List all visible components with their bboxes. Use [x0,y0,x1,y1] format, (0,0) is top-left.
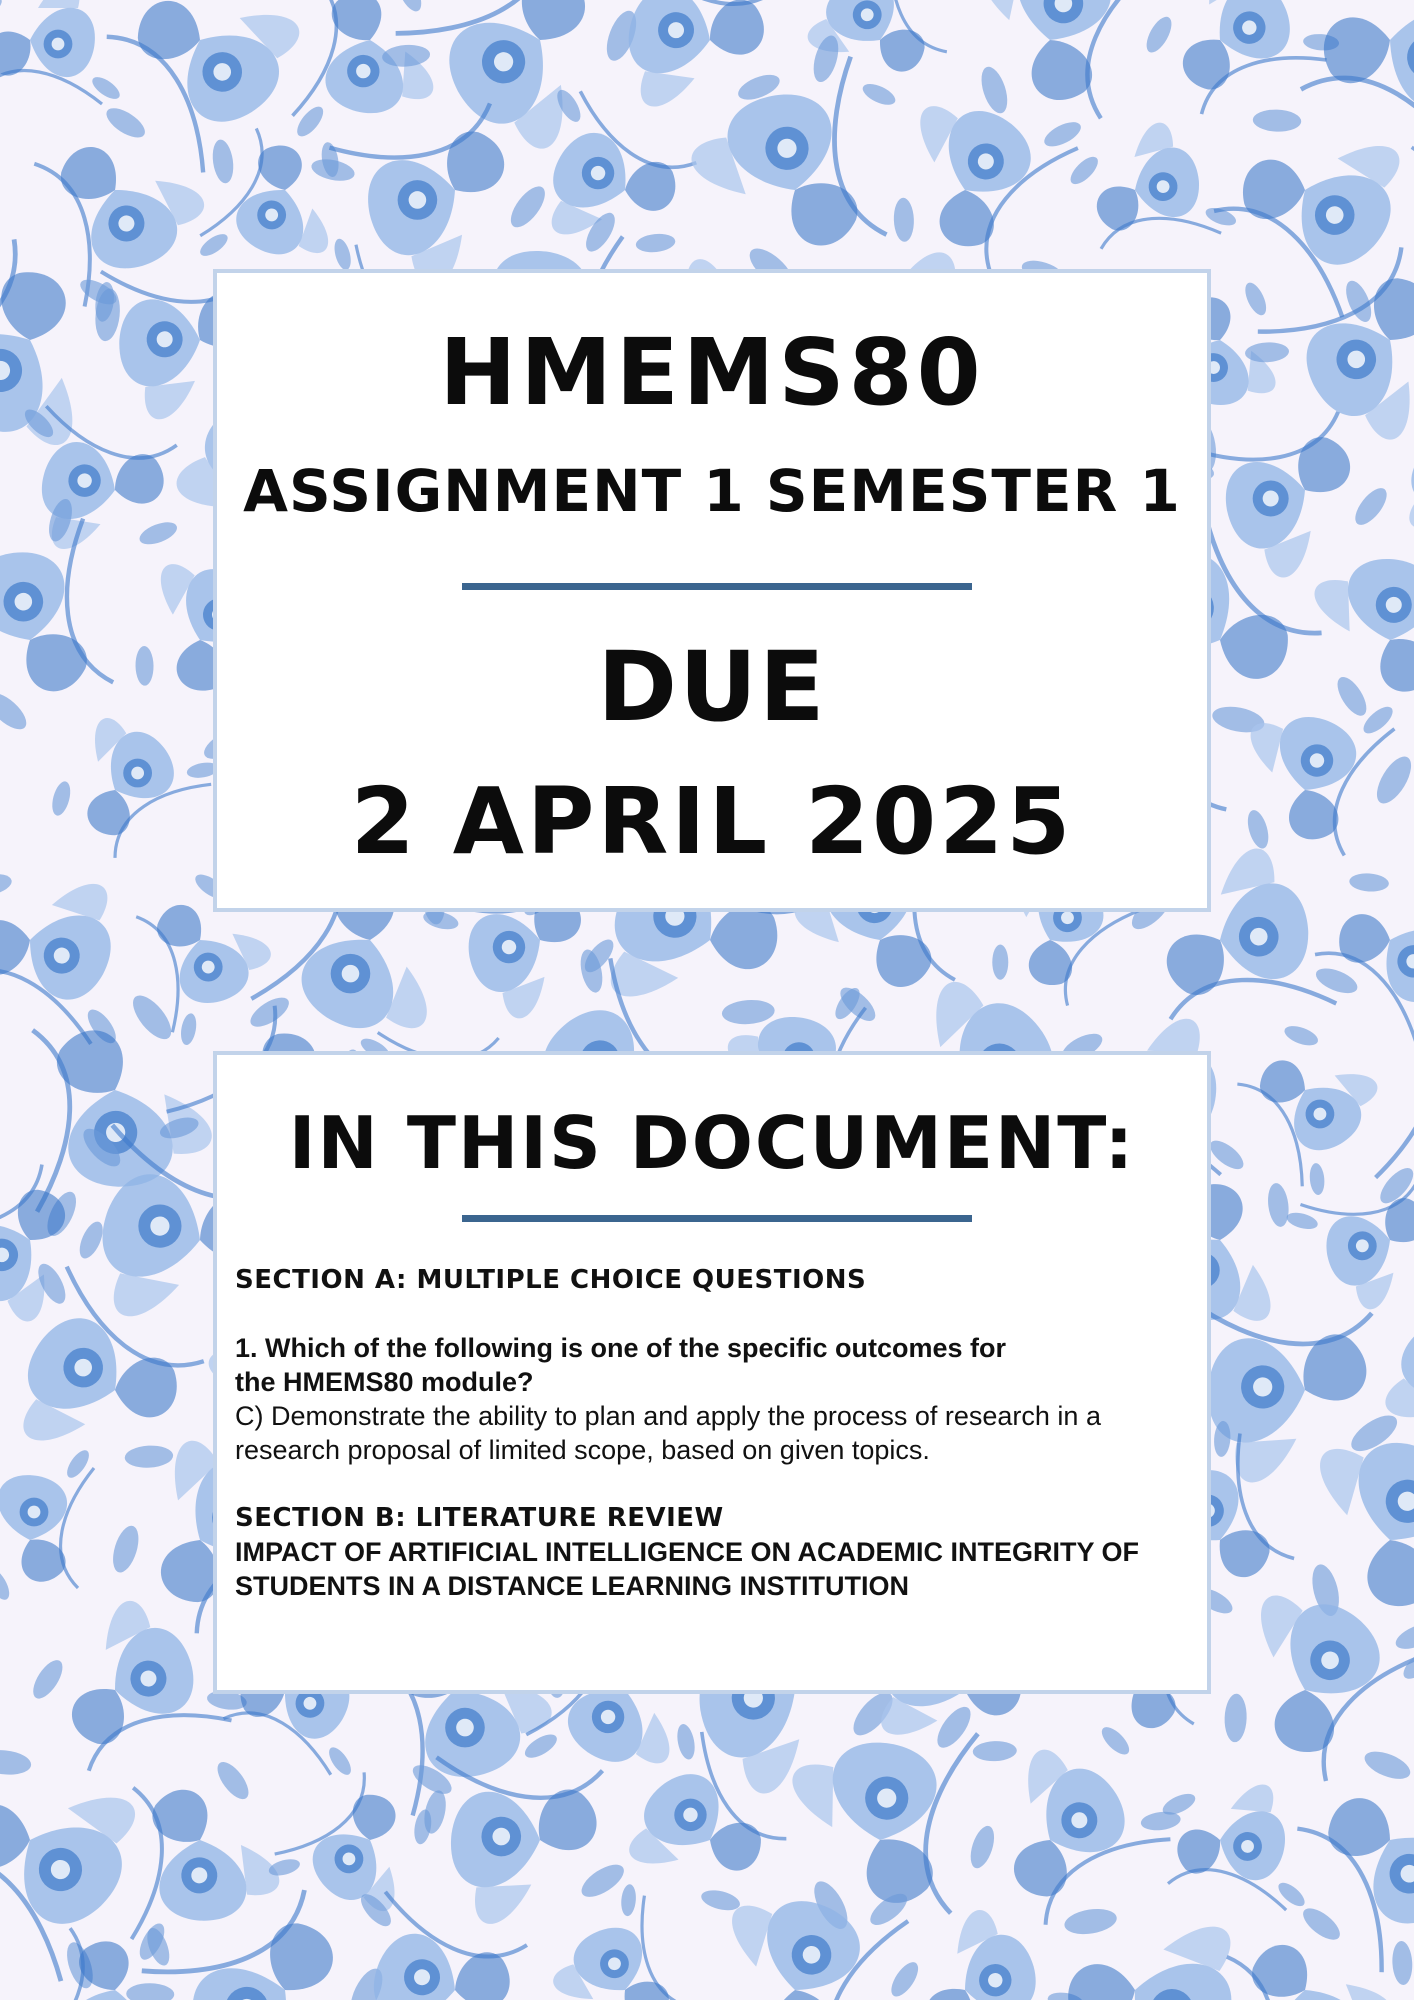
section-a-title: SECTION A: MULTIPLE CHOICE QUESTIONS [235,1265,867,1295]
question-text: 1. Which of the following is one of the specific outcomes for [235,1333,1007,1363]
review-topic: STUDENTS IN A DISTANCE LEARNING INSTITUTION [235,1571,909,1601]
cover-card [213,269,1211,912]
answer-text: C) Demonstrate the ability to plan and apply the process of research in a [235,1401,1101,1431]
module-code: HMEMS80 [439,319,985,426]
contents-card [213,1051,1211,1694]
review-topic: IMPACT OF ARTIFICIAL INTELLIGENCE ON ACADEMIC INTEGRITY OF [235,1537,1139,1567]
contents-body [235,1263,1195,1603]
assignment-title: ASSIGNMENT 1 SEMESTER 1 [243,457,1181,525]
question-text: the HMEMS80 module? [235,1367,534,1397]
due-label: DUE [597,631,827,743]
section-b-title: SECTION B: LITERATURE REVIEW [235,1503,724,1533]
contents-heading: IN THIS DOCUMENT: [288,1101,1136,1185]
divider-rule [462,1215,972,1222]
due-date: 2 APRIL 2025 [350,768,1074,875]
divider-rule [462,583,972,590]
answer-text: research proposal of limited scope, based on given topics. [235,1435,930,1465]
